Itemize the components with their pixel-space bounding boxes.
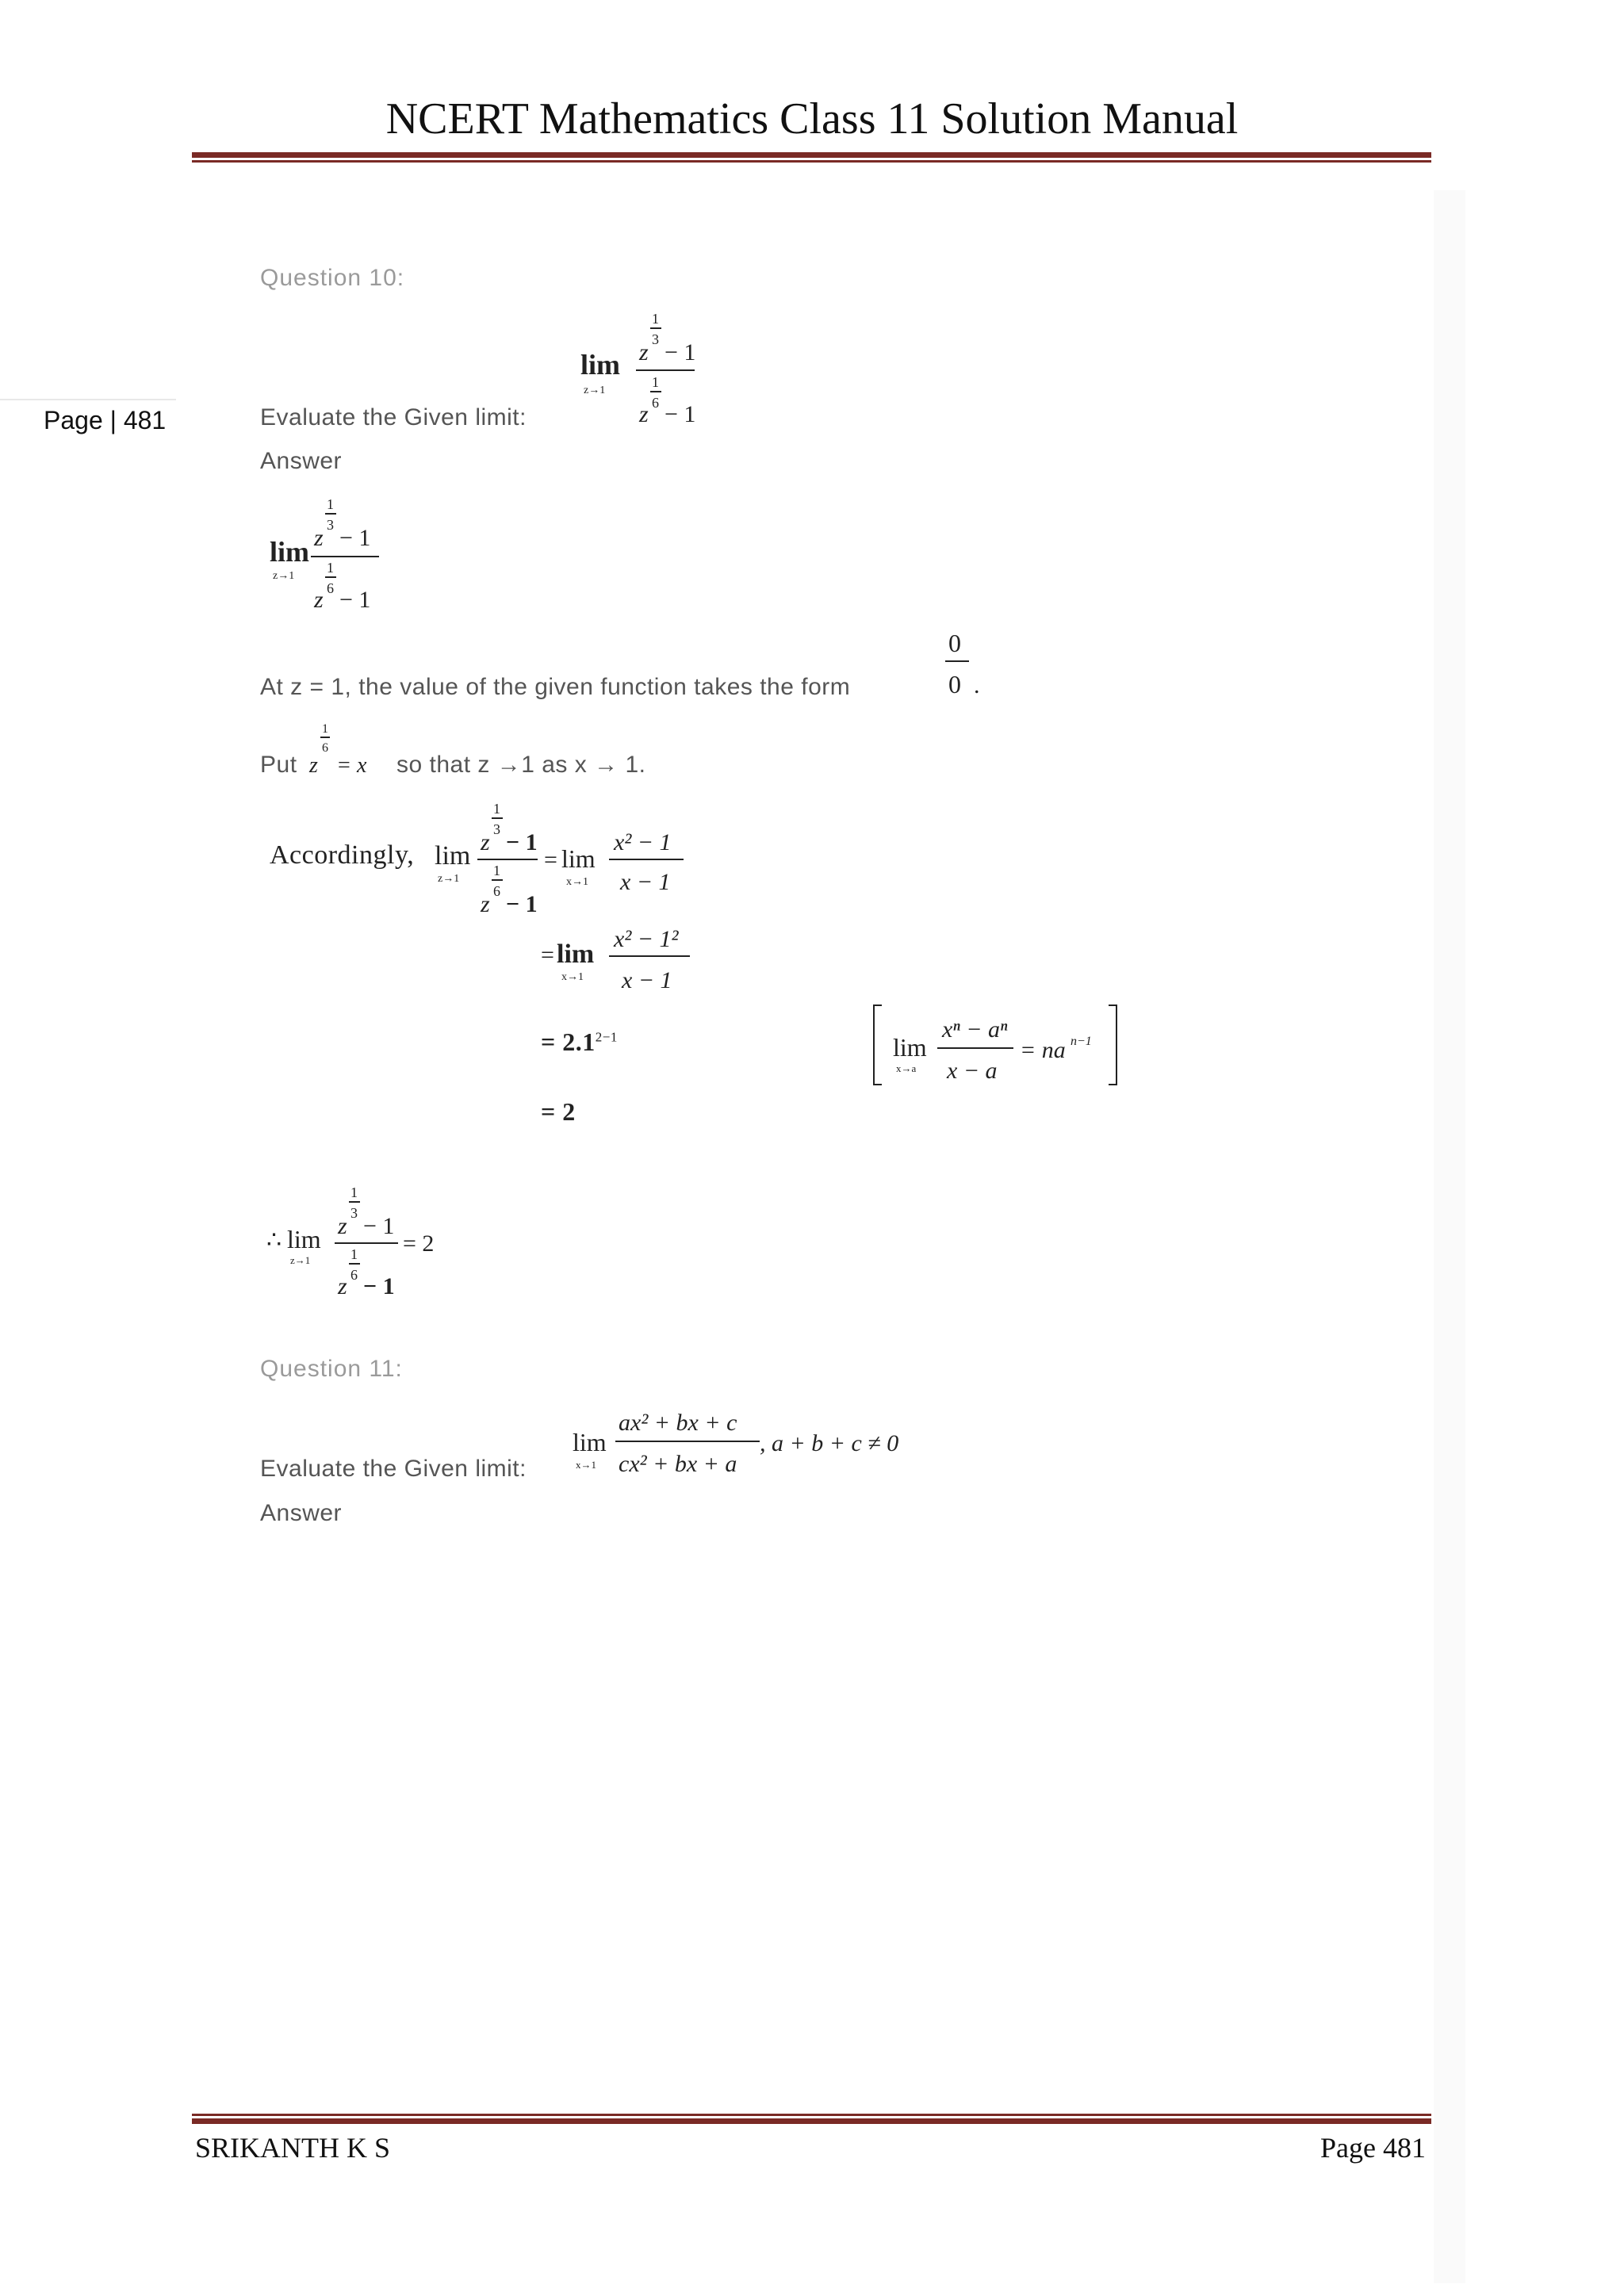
substitution-condition: so that z →1 as x → 1.	[396, 752, 646, 778]
svg-text:lim: lim	[270, 536, 309, 568]
svg-text:z→1: z→1	[273, 570, 295, 582]
svg-text:− 1: − 1	[363, 1273, 395, 1299]
page-title: NCERT Mathematics Class 11 Solution Manual	[385, 94, 1239, 144]
svg-text:z: z	[338, 1273, 347, 1299]
svg-text:= 2: = 2	[403, 1230, 435, 1257]
svg-text:6: 6	[322, 741, 328, 755]
step-three-base: = 2.1	[541, 1027, 596, 1056]
svg-text:x: x	[357, 753, 367, 778]
svg-text:, a + b + c ≠ 0: , a + b + c ≠ 0	[760, 1430, 899, 1456]
svg-text:x² − 1²: x² − 1²	[614, 926, 679, 952]
svg-text:z: z	[481, 891, 490, 917]
zero-over-zero-fraction	[942, 626, 982, 706]
question-11-prompt: Evaluate the Given limit:	[260, 1456, 527, 1482]
footer-page-number: Page 481	[1320, 2132, 1426, 2164]
svg-text:=: =	[544, 847, 557, 873]
svg-text:z: z	[639, 339, 649, 365]
svg-text:6: 6	[327, 580, 334, 596]
question-11-answer-label: Answer	[260, 1500, 343, 1526]
form-statement: At z = 1, the value of the given function takes the form	[260, 674, 851, 700]
accordingly-step-two	[539, 920, 698, 999]
svg-text:=: =	[338, 753, 350, 778]
footer-rule	[192, 2114, 1431, 2124]
side-page-number: Page | 481	[44, 406, 167, 434]
svg-text:6: 6	[350, 1267, 358, 1283]
svg-text:x − 1: x − 1	[620, 869, 671, 895]
svg-text:ax² + bx + c: ax² + bx + c	[619, 1410, 737, 1436]
substitution-expression	[308, 718, 387, 782]
svg-text:1: 1	[652, 374, 659, 390]
svg-text:− 1: − 1	[339, 525, 371, 551]
svg-text:− 1: − 1	[665, 339, 696, 365]
svg-text:lim: lim	[557, 939, 595, 969]
svg-text:3: 3	[493, 821, 500, 837]
svg-text:0: 0	[948, 670, 961, 698]
svg-text:1: 1	[350, 1184, 358, 1200]
svg-text:1: 1	[493, 801, 500, 817]
svg-text:1: 1	[493, 863, 500, 878]
svg-text:z: z	[309, 753, 318, 778]
svg-text:lim: lim	[435, 841, 471, 871]
svg-text:lim: lim	[893, 1033, 927, 1062]
svg-text:z: z	[481, 829, 490, 855]
question-10-answer-label: Answer	[260, 448, 343, 474]
svg-text:− 1: − 1	[339, 587, 371, 613]
final-result-expression	[266, 1184, 473, 1303]
svg-text:− 1: − 1	[665, 401, 696, 427]
svg-text:x − 1: x − 1	[622, 967, 672, 993]
footer-author: SRIKANTH K S	[195, 2132, 391, 2164]
substitution-label: Put	[260, 752, 297, 778]
step-three-exponent: 2−1	[595, 1029, 618, 1045]
svg-text:3: 3	[652, 331, 659, 347]
svg-text:x² − 1: x² − 1	[614, 829, 672, 855]
question-11-limit-expression	[569, 1402, 918, 1489]
right-margin-shade	[1434, 190, 1465, 2283]
svg-text:lim: lim	[573, 1428, 607, 1456]
svg-text:xⁿ − aⁿ: xⁿ − aⁿ	[942, 1016, 1008, 1043]
svg-text:z→1: z→1	[290, 1254, 311, 1266]
svg-text:x − a: x − a	[947, 1058, 998, 1084]
svg-text:= na: = na	[1020, 1037, 1066, 1063]
accordingly-step-one	[433, 801, 703, 920]
question-10-limit-expression	[576, 311, 703, 430]
svg-text:1: 1	[652, 311, 659, 327]
svg-text:x→1: x→1	[576, 1459, 596, 1471]
svg-text:lim: lim	[580, 349, 620, 381]
accordingly-step-three	[541, 1027, 618, 1057]
svg-text:.: .	[974, 672, 980, 698]
answer-limit-expression	[265, 495, 392, 614]
svg-text:x→1: x→1	[561, 971, 584, 983]
svg-text:x→1: x→1	[566, 876, 588, 888]
svg-text:lim: lim	[287, 1225, 321, 1253]
svg-text:z: z	[314, 525, 324, 551]
svg-text:1: 1	[322, 722, 328, 736]
svg-text:n−1: n−1	[1071, 1035, 1092, 1048]
svg-text:− 1: − 1	[506, 891, 538, 917]
svg-text:1: 1	[327, 560, 334, 576]
svg-text:− 1: − 1	[363, 1213, 395, 1239]
svg-text:6: 6	[493, 883, 500, 899]
accordingly-label: Accordingly,	[270, 840, 415, 870]
svg-text:3: 3	[327, 517, 334, 533]
header-rule	[192, 152, 1431, 163]
question-11-heading: Question 11:	[260, 1356, 403, 1382]
svg-text:0: 0	[948, 629, 961, 657]
question-10-heading: Question 10:	[260, 265, 405, 291]
question-10-prompt: Evaluate the Given limit:	[260, 404, 527, 430]
svg-text:z: z	[314, 587, 324, 613]
accordingly-step-four: = 2	[541, 1097, 576, 1126]
svg-text:1: 1	[327, 496, 334, 512]
svg-text:6: 6	[652, 395, 659, 411]
svg-text:− 1: − 1	[506, 829, 538, 855]
svg-text:z→1: z→1	[438, 873, 460, 885]
svg-text:cx² + bx + a: cx² + bx + a	[619, 1451, 737, 1477]
side-divider	[0, 399, 176, 400]
standard-limit-formula	[871, 1002, 1124, 1089]
svg-text:z: z	[338, 1213, 347, 1239]
svg-text:3: 3	[350, 1205, 358, 1221]
svg-text:∴: ∴	[266, 1227, 282, 1253]
svg-text:1: 1	[350, 1246, 358, 1262]
svg-text:lim: lim	[561, 844, 596, 873]
svg-text:z: z	[639, 401, 649, 427]
svg-text:x→a: x→a	[896, 1062, 917, 1074]
svg-text:=: =	[541, 942, 554, 968]
svg-text:z→1: z→1	[584, 385, 606, 396]
